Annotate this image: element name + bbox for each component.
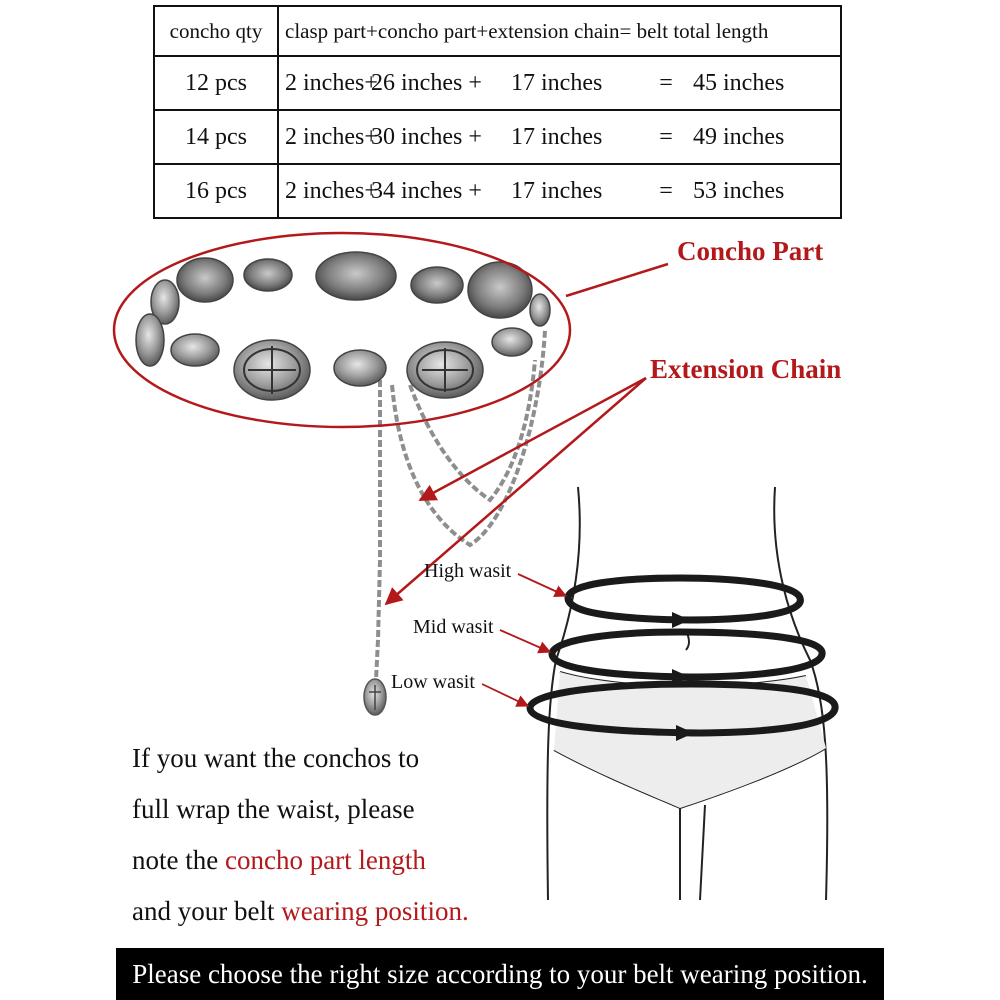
concho-front-row bbox=[136, 314, 532, 400]
instructions-prefix: note the bbox=[132, 845, 225, 875]
row-qty: 12 pcs bbox=[154, 56, 278, 110]
low-waist-label: Low wasit bbox=[391, 671, 475, 693]
clasp-length: 2 inches+ bbox=[285, 70, 378, 96]
concho-length: 26 inches + bbox=[371, 70, 482, 96]
total-length: 53 inches bbox=[693, 178, 785, 204]
instructions-text bbox=[132, 733, 552, 937]
header-formula: clasp part+concho part+extension chain= belt total length bbox=[278, 6, 841, 56]
equals-sign: = bbox=[659, 124, 673, 150]
extension-chain-label: Extension Chain bbox=[650, 354, 842, 384]
instructions-highlight-concho-length: concho part length bbox=[224, 845, 426, 875]
concho-part-label: Concho Part bbox=[677, 236, 824, 266]
instructions-highlight-wearing-position: wearing position. bbox=[281, 896, 469, 926]
instructions-line: full wrap the waist, please bbox=[132, 794, 415, 824]
chain-length: 17 inches bbox=[511, 178, 603, 204]
total-length: 49 inches bbox=[693, 124, 785, 150]
instructions-line bbox=[132, 835, 552, 886]
footer-banner: Please choose the right size according to your belt wearing position. bbox=[116, 948, 884, 1000]
high-waist-label: High wasit bbox=[424, 560, 512, 582]
mid-waist-label: Mid wasit bbox=[413, 616, 494, 638]
row-qty: 14 pcs bbox=[154, 110, 278, 164]
header-concho-qty: concho qty bbox=[154, 6, 278, 56]
concho-callout-line bbox=[566, 264, 668, 296]
concho-belt bbox=[136, 252, 550, 400]
concho-length: 30 inches + bbox=[371, 124, 482, 150]
equals-sign: = bbox=[659, 70, 673, 96]
instructions-line: If you want the conchos to bbox=[132, 743, 420, 773]
instructions-line bbox=[132, 886, 552, 937]
row-qty: 16 pcs bbox=[154, 164, 278, 218]
concho-back-row bbox=[151, 252, 550, 326]
chain-length: 17 inches bbox=[511, 124, 603, 150]
total-length: 45 inches bbox=[693, 70, 785, 96]
chain-length: 17 inches bbox=[511, 70, 603, 96]
chain-pendant bbox=[364, 679, 386, 715]
concho-length: 34 inches + bbox=[371, 178, 482, 204]
equals-sign: = bbox=[659, 178, 673, 204]
clasp-length: 2 inches+ bbox=[285, 124, 378, 150]
instructions-prefix: and your belt bbox=[132, 896, 282, 926]
clasp-length: 2 inches+ bbox=[285, 178, 378, 204]
underwear-fill bbox=[554, 672, 826, 808]
waist-label-arrows bbox=[482, 574, 566, 706]
